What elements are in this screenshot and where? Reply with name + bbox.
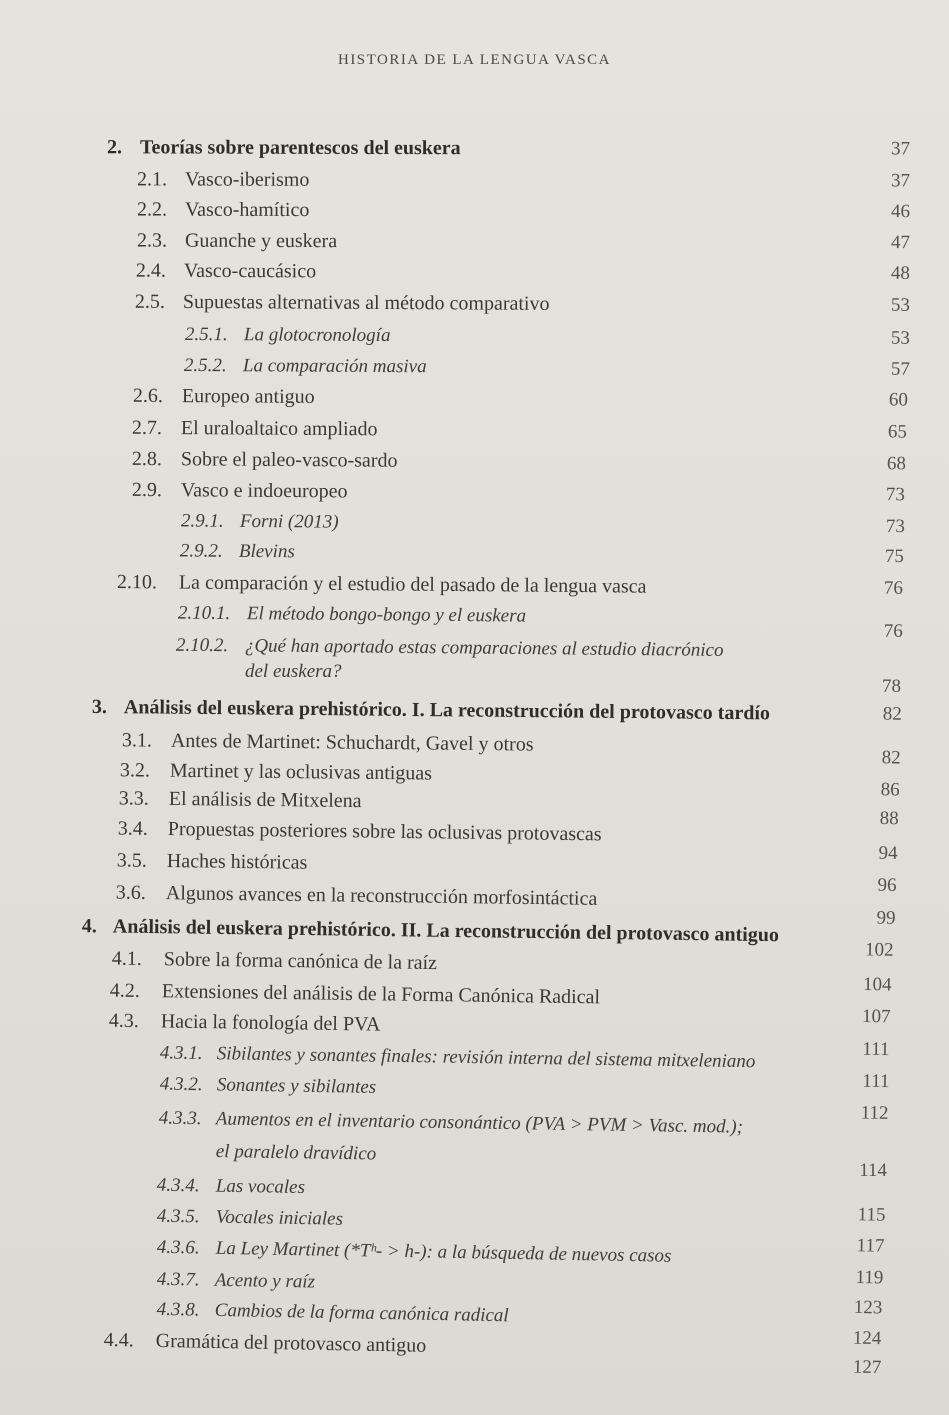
toc-entry bbox=[0, 633, 949, 672]
entry-number: 2.3. bbox=[136, 229, 167, 252]
entry-title: Acento y raíz bbox=[214, 1269, 316, 1293]
page-number: 107 bbox=[861, 1006, 891, 1028]
page-number: 114 bbox=[859, 1160, 887, 1181]
entry-number: 4.4. bbox=[103, 1328, 134, 1352]
page-number: 75 bbox=[884, 545, 904, 568]
entry-title: Haches históricas bbox=[166, 850, 308, 874]
running-head: HISTORIA DE LA LENGUA VASCA bbox=[337, 52, 612, 68]
entry-number: 4.3.8. bbox=[156, 1298, 200, 1321]
entry-title: La comparación y el estudio del pasado de la lengua vasca bbox=[178, 571, 647, 598]
entry-number: 2.6. bbox=[132, 384, 163, 407]
entry-title: La comparación masiva bbox=[242, 355, 427, 378]
page-number: 117 bbox=[856, 1235, 885, 1257]
entry-number: 4.3.3. bbox=[158, 1107, 202, 1130]
entry-title: La Ley Martinet (*Tʰ- > h-): a la búsqueda de nuevos casos bbox=[215, 1237, 672, 1267]
entry-number: 4.3. bbox=[108, 1009, 139, 1033]
entry-title: Martinet y las oclusivas antiguas bbox=[169, 759, 433, 785]
page-number: 96 bbox=[877, 874, 897, 896]
toc-entry bbox=[0, 290, 949, 325]
page-number: 46 bbox=[890, 201, 910, 223]
entry-number: 3. bbox=[91, 695, 107, 719]
page-number: 112 bbox=[860, 1102, 889, 1124]
entry-title: Cambios de la forma canónica radical bbox=[214, 1299, 509, 1327]
entry-title: Antes de Martinet: Schuchardt, Gavel y otros bbox=[170, 729, 534, 756]
entry-title: Hacia la fonología del PVA bbox=[160, 1010, 381, 1036]
entry-number: 4.3.6. bbox=[156, 1236, 200, 1259]
page-number: 127 bbox=[852, 1356, 882, 1379]
page-number: 47 bbox=[890, 232, 910, 254]
entry-title: Teorías sobre parentescos del euskera bbox=[139, 136, 461, 160]
entry-number: 2. bbox=[106, 136, 122, 159]
entry-number: 2.9. bbox=[131, 478, 162, 502]
entry-title: Sobre el paleo-vasco-sardo bbox=[180, 448, 398, 472]
entry-number: 4.3.5. bbox=[156, 1205, 200, 1228]
entry-number: 2.5.1. bbox=[184, 323, 228, 346]
entry-number: 4.3.1. bbox=[159, 1042, 203, 1065]
page-number: 123 bbox=[853, 1296, 883, 1319]
entry-number: 4. bbox=[81, 915, 97, 938]
entry-number: 3.3. bbox=[118, 787, 149, 810]
page-number: 68 bbox=[886, 453, 906, 475]
entry-number: 3.1. bbox=[121, 729, 152, 752]
entry-title: Vasco-hamítico bbox=[184, 198, 310, 222]
page-number: 78 bbox=[882, 676, 901, 697]
entry-number: 2.5.2. bbox=[183, 354, 227, 377]
entry-title: Forni (2013) bbox=[239, 510, 339, 533]
toc-entry bbox=[0, 136, 949, 168]
page-number: 76 bbox=[883, 577, 903, 599]
entry-number: 3.6. bbox=[115, 881, 146, 904]
entry-number: 2.9.1. bbox=[180, 510, 224, 532]
entry-number: 2.9.2. bbox=[179, 540, 223, 562]
page-number: 82 bbox=[882, 703, 902, 725]
entry-title: Sibilantes y sonantes finales: revisión interna del sistema mitxeleniano bbox=[216, 1043, 756, 1073]
page-number: 65 bbox=[887, 421, 907, 443]
entry-number: 4.1. bbox=[111, 947, 142, 970]
page-number: 60 bbox=[888, 389, 908, 411]
page-number: 102 bbox=[864, 939, 894, 961]
entry-number: 3.4. bbox=[117, 817, 148, 840]
entry-title-continuation: el paralelo dravídico bbox=[215, 1141, 377, 1165]
page-number: 94 bbox=[878, 842, 898, 864]
entry-title: Blevins bbox=[238, 540, 295, 563]
entry-title: Vasco-iberismo bbox=[184, 168, 310, 191]
entry-title: Aumentos en el inventario consonántico (PVA > PVM > Vasc. mod.); bbox=[215, 1108, 744, 1138]
entry-number: 3.5. bbox=[116, 849, 147, 872]
entry-title: Extensiones del análisis de la Forma Canónica Radical bbox=[161, 980, 601, 1009]
page-number: 73 bbox=[885, 484, 905, 506]
entry-title: Vasco-caucásico bbox=[183, 259, 317, 283]
entry-title: La glotocronología bbox=[243, 324, 391, 347]
page-number: 115 bbox=[857, 1204, 886, 1226]
entry-title: Algunos avances en la reconstrucción morfosintáctica bbox=[165, 882, 598, 910]
toc-entry bbox=[0, 259, 949, 293]
toc-entry bbox=[0, 323, 949, 358]
page-number: 73 bbox=[885, 515, 905, 538]
page-number: 37 bbox=[890, 170, 910, 192]
entry-title: Gramática del protovasco antiguo bbox=[155, 1329, 427, 1357]
entry-number: 2.10.2. bbox=[175, 634, 229, 657]
entry-title: Vocales iniciales bbox=[215, 1206, 344, 1230]
entry-title: Las vocales bbox=[215, 1175, 306, 1199]
page-number: 82 bbox=[881, 747, 901, 769]
entry-title: Sonantes y sibilantes bbox=[216, 1074, 377, 1098]
toc-entry bbox=[0, 198, 949, 231]
page-number: 119 bbox=[855, 1266, 884, 1289]
entry-title: El método bongo-bongo y el euskera bbox=[246, 603, 527, 627]
entry-title: Guanche y euskera bbox=[184, 229, 338, 253]
entry-number: 2.10. bbox=[116, 571, 157, 594]
page-number: 57 bbox=[890, 358, 910, 380]
page-number: 111 bbox=[862, 1070, 890, 1093]
page-number: 53 bbox=[890, 294, 910, 316]
entry-number: 2.2. bbox=[136, 198, 167, 221]
entry-title: Propuestas posteriores sobre las oclusivas protovascas bbox=[167, 818, 602, 846]
page-number: 111 bbox=[862, 1038, 890, 1061]
entry-number: 4.3.4. bbox=[156, 1174, 200, 1197]
entry-title: Análisis del euskera prehistórico. I. La reconstrucción del protovasco tardío bbox=[123, 696, 771, 725]
entry-number: 4.3.7. bbox=[156, 1268, 200, 1291]
page-number: 99 bbox=[876, 907, 896, 929]
entry-title: Europeo antiguo bbox=[181, 385, 315, 408]
page-number: 104 bbox=[862, 974, 892, 996]
page-number: 76 bbox=[883, 620, 903, 642]
toc-entry bbox=[0, 168, 949, 200]
page-number: 124 bbox=[852, 1327, 882, 1350]
toc-entry bbox=[0, 229, 949, 262]
toc-entry bbox=[0, 416, 949, 452]
entry-number: 2.7. bbox=[131, 416, 162, 439]
entry-title: Sobre la forma canónica de la raíz bbox=[163, 948, 438, 975]
entry-title: El uraloaltaico ampliado bbox=[180, 417, 378, 441]
entry-number: 2.8. bbox=[131, 447, 162, 471]
entry-title: Supuestas alternativas al método comparativo bbox=[182, 290, 550, 315]
toc-entry bbox=[0, 384, 949, 420]
entry-title: Análisis del euskera prehistórico. II. La reconstrucción del protovasco antiguo bbox=[112, 915, 780, 947]
entry-number: 4.3.2. bbox=[159, 1073, 203, 1096]
page-number: 37 bbox=[890, 138, 910, 160]
toc-entry bbox=[0, 354, 949, 389]
entry-number: 2.5. bbox=[134, 290, 165, 313]
page-number: 53 bbox=[890, 327, 910, 349]
entry-number: 4.2. bbox=[109, 979, 140, 1002]
entry-title: El análisis de Mitxelena bbox=[168, 787, 362, 813]
entry-title: Vasco e indoeuropeo bbox=[180, 479, 348, 503]
page-number: 48 bbox=[890, 262, 910, 284]
entry-number: 2.4. bbox=[135, 259, 166, 282]
page-number: 86 bbox=[880, 779, 900, 801]
entry-number: 3.2. bbox=[119, 759, 150, 782]
entry-number: 2.1. bbox=[136, 168, 167, 191]
page-number: 88 bbox=[879, 807, 899, 830]
entry-title-continuation: del euskera? bbox=[245, 661, 342, 682]
entry-number: 2.10.1. bbox=[177, 602, 231, 625]
entry-title: ¿Qué han aportado estas comparaciones al estudio diacrónico bbox=[244, 635, 724, 661]
toc-entry bbox=[0, 695, 949, 734]
